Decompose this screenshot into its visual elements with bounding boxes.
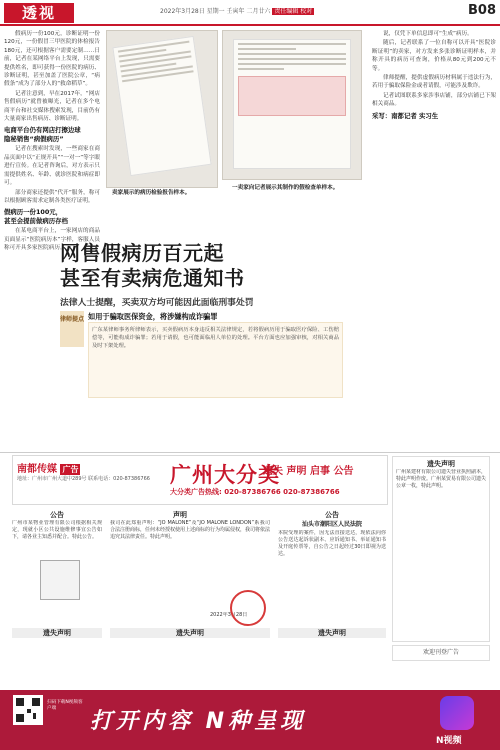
notice-map [40,560,80,600]
left-subhead-1: 电商平台仍有网店打擦边球 隐秘销售“病假病历” [4,126,81,144]
notice-right-title: 公告 [325,511,339,519]
qr-note: 扫码下载N视频客户端 [47,700,83,711]
notice-mid-title: 声明 [173,511,187,519]
ad-categories: 遗失 声明 启事 公告 [263,466,354,477]
lost-notice-right: 遗失声明 [278,628,386,638]
headline: 网售假病历百元起 甚至有卖病危通知书 [60,241,245,290]
edition-tag: 责任编辑 校对 [274,8,313,15]
left-subhead-2: 假病历一份100元， 甚至会提前做病历存档 [4,208,68,226]
law-box: 广东某律师事务所律师表示，买卖假病历本身违反相关法律规定，若将假病历用于骗取医疗保险、工伤赔偿等，可能构成诈骗罪；若用于请假，也可能面临用人单位的处理。平台方面也应加强审核，对相关商品及时下架处理。 [88,322,343,398]
header-date: 2022年3月28日 星期一 壬寅年 二月廿六 责任编辑 校对 [160,8,313,15]
notice-left-title: 公告 [50,511,64,519]
ad-hotline: 大分类广告热线: 020-87386766 020-87386766 [170,488,340,496]
photo-medical-report [106,30,218,188]
law-label: 律师提点 [60,311,84,347]
photo2-caption: 一卖家向记者展示其制作的假检查单样本。 [232,185,339,191]
ad-contact: 地址：广州市广州大道中289号 联系电话：020-87386766 [17,476,150,482]
n-video-label: N视频 [436,736,462,746]
ad-logo: 南都传媒 广告 [17,464,79,475]
notice-right-text: 本院受理的案件，因无法直接送达，现依法向你公告送达起诉状副本、应诉通知书、举证通知书及开庭传票等，自公告之日起经过30日即视为送达。 [278,530,386,557]
page-header [0,0,500,26]
n-video-logo-icon[interactable] [440,696,474,730]
law-title: 如用于骗取医保资金，将涉嫌构成诈骗罪 [88,312,218,321]
lost-notice-mid: 遗失声明 [110,628,270,638]
page-number: B08 [468,3,496,18]
notice-mid-date: 2022年3月28日 [210,612,248,618]
left-column: 假病历一份100元，诊断证明一份120元，一份假冒三甲医院的体检报告180元，还可根据客户需要定制……日前，记者在某网络平台上发现，只需要提供姓名，即可获得一份医院的病历、诊断证明，甚至加盖了医院公章，“病假条”成为了部分人的“救命稻草”。 记者注意到，早在2017年，“网店售假病历”就曾被曝光，记者在多个电商平台和社交媒体搜索发现，目前仍有大量商家出售病历、诊断证明。 电商平台仍有网店打擦边球 隐秘销售“病假病历” 记者在搜索时发现，一些商家在商品页面中以“正规开具”“一对一”等字眼进行宣传。在记者咨询后，对方表示只需提供姓名、年龄、就诊医院和病症即可。 部分商家还提供“代开”服务，称可以根据顾客需求定制各类医疗证明。 假病历一份100元， 甚至会提前做病历存档 在某电商平台上，一家网店的商品页面显示“医院病历本”字样，客服人员称可开具多家医院病历。 [4,31,100,252]
right-notice: 遗失声明 广州某建材有限公司遗失营业执照副本，特此声明作废。广州某贸易有限公司遗失公章一枚，特此声明。 [392,456,490,642]
lost-notice-left: 遗失声明 [12,628,102,638]
notice-left-text: 广州市某物业管理有限公司根据相关规定，现就小区公共设施维修事宜公告如下，请各业主知悉并配合。特此公告。 [12,520,102,540]
subtitle: 法律人士提醒，买卖双方均可能因此面临刑事处罚 [60,298,254,308]
qr-code-icon[interactable] [13,695,43,725]
ad-title: 广州大分类 [170,463,280,487]
photo1-caption: 卖家展示的病历检验报告样本。 [112,190,191,196]
welcome-ad: 欢迎刊登广告 [392,645,490,661]
notice-right-sub: 汕头市潮阳区人民法院 [301,521,362,528]
photo-fake-checklist [222,30,362,180]
right-column: 说，仅凭下单信息即可“生成”病历。 随后，记者联系了一位自称可以开具“医院诊断证明”的卖家，对方发来多张诊断证明样本，并称开具的病历可查询，价格从80元到200元不等。 律师提醒，提供虚假病历材料属于违法行为，若用于骗取保险金或者请假，可能涉及欺诈。 记者试图联系多家涉事店铺，部分店铺已下架相关商品。 采写：南都记者 实习生 [372,31,496,120]
footer-slogan: 打开内容 N种呈现 [90,709,307,734]
seal-stamp [230,590,266,626]
notice-mid-text: 我司在此郑重声明：“JO MALONE”及“JO MALONE LONDON”系我司合法注册商标，任何未经授权使用上述商标的行为均属侵权，我司将依法追究其法律责任。特此声明。 [110,520,270,540]
section-badge: 透视 [4,3,74,23]
right-byline: 采写：南都记者 实习生 [372,111,439,120]
